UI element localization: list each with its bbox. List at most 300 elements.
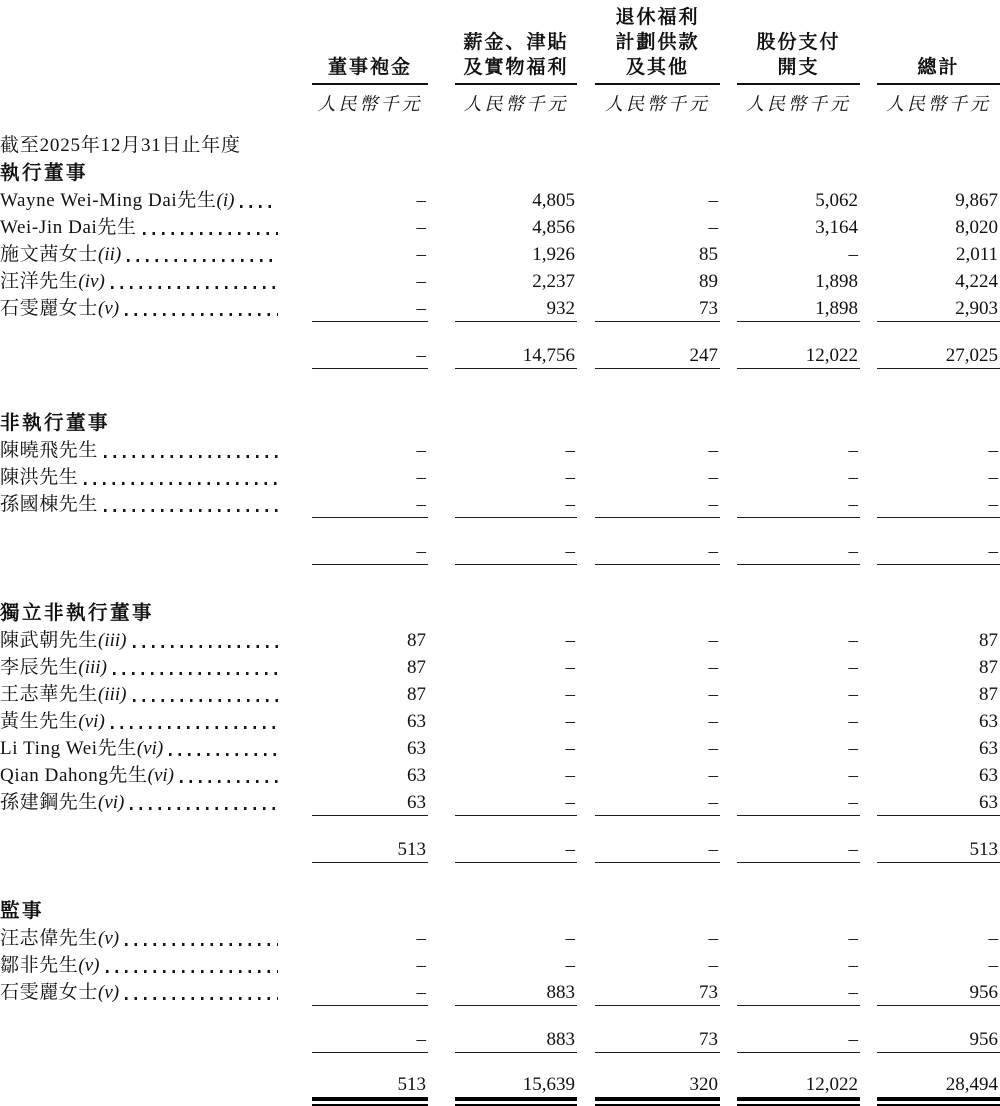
director-row bbox=[0, 293, 1000, 320]
amount-cell: 73 bbox=[595, 293, 720, 320]
director-row bbox=[0, 212, 1000, 239]
column-gap bbox=[577, 706, 595, 733]
amount-cell: – bbox=[737, 977, 860, 1004]
row-label bbox=[0, 679, 280, 706]
amount-cell: – bbox=[312, 977, 428, 1004]
column-gap bbox=[428, 923, 455, 950]
column-title-line: 股份支付 bbox=[737, 30, 860, 55]
remuneration-table bbox=[0, 4, 1000, 1106]
double-rule-line bbox=[312, 1097, 428, 1106]
column-title-line: 開支 bbox=[737, 55, 860, 80]
section-heading: 獨立非執行董事 bbox=[0, 597, 1000, 625]
column-gap bbox=[280, 239, 312, 266]
column-gap bbox=[720, 787, 737, 814]
section-heading: 非執行董事 bbox=[0, 407, 1000, 435]
amount-cell: – bbox=[312, 923, 428, 950]
column-gap bbox=[280, 950, 312, 977]
amount-cell: 4,224 bbox=[877, 266, 1000, 293]
spacer-cell bbox=[0, 518, 1000, 538]
row-label-wrap bbox=[0, 239, 280, 266]
column-gap bbox=[577, 462, 595, 489]
dot-leader bbox=[104, 455, 278, 458]
director-name: 石雯麗女士 bbox=[0, 977, 98, 1004]
row-label bbox=[0, 977, 280, 1004]
amount-cell: – bbox=[312, 293, 428, 320]
grand-total-rule bbox=[312, 1096, 428, 1106]
column-gap bbox=[860, 652, 877, 679]
row-label bbox=[0, 342, 280, 367]
row-label-wrap bbox=[0, 462, 280, 489]
unit-label: 人民幣千元 bbox=[455, 84, 577, 116]
amount-cell: 63 bbox=[877, 787, 1000, 814]
dot-leader bbox=[84, 482, 278, 485]
column-gap bbox=[860, 342, 877, 367]
row-label bbox=[0, 923, 280, 950]
column-gap bbox=[280, 679, 312, 706]
row-label-wrap bbox=[0, 733, 280, 760]
amount-cell: – bbox=[737, 538, 860, 563]
column-gap bbox=[577, 625, 595, 652]
amount-cell: 883 bbox=[455, 1026, 577, 1051]
director-row bbox=[0, 239, 1000, 266]
amount-cell: – bbox=[595, 706, 720, 733]
column-gap bbox=[860, 1071, 877, 1096]
dot-leader bbox=[169, 753, 278, 756]
column-gap bbox=[720, 652, 737, 679]
grand-total-rule bbox=[455, 1096, 577, 1106]
section-heading-row bbox=[0, 597, 1000, 625]
column-gap bbox=[428, 239, 455, 266]
row-label bbox=[0, 652, 280, 679]
spacer-row bbox=[0, 816, 1000, 836]
amount-cell: – bbox=[737, 489, 860, 516]
column-gap bbox=[280, 435, 312, 462]
subtotal-row bbox=[0, 836, 1000, 861]
column-gap bbox=[577, 950, 595, 977]
amount-cell: – bbox=[877, 923, 1000, 950]
director-name: 汪志偉先生 bbox=[0, 923, 98, 950]
dot-leader bbox=[180, 780, 278, 783]
subtotal-row bbox=[0, 538, 1000, 563]
amount-cell: – bbox=[595, 489, 720, 516]
amount-cell: – bbox=[312, 950, 428, 977]
column-gap bbox=[860, 462, 877, 489]
column-gap bbox=[428, 293, 455, 320]
column-gap bbox=[860, 212, 877, 239]
column-gap bbox=[577, 84, 595, 116]
row-label bbox=[0, 462, 280, 489]
column-gap bbox=[428, 652, 455, 679]
row-label-wrap bbox=[0, 679, 280, 706]
column-gap bbox=[720, 342, 737, 367]
amount-cell: 89 bbox=[595, 266, 720, 293]
director-name: 鄒非先生 bbox=[0, 950, 78, 977]
spacer-cell bbox=[0, 565, 1000, 597]
amount-cell: 87 bbox=[877, 679, 1000, 706]
amount-cell: – bbox=[455, 706, 577, 733]
dot-leader bbox=[106, 970, 279, 973]
row-label bbox=[0, 836, 280, 861]
column-gap bbox=[280, 212, 312, 239]
amount-cell: 14,756 bbox=[455, 342, 577, 367]
column-gap bbox=[720, 923, 737, 950]
spacer-cell bbox=[0, 369, 1000, 407]
amount-cell: 1,926 bbox=[455, 239, 577, 266]
amount-cell: – bbox=[312, 462, 428, 489]
amount-cell: – bbox=[737, 787, 860, 814]
note-ref: (i) bbox=[217, 190, 235, 212]
amount-cell: 956 bbox=[877, 1026, 1000, 1051]
column-gap bbox=[720, 293, 737, 320]
director-row bbox=[0, 706, 1000, 733]
dot-leader bbox=[125, 997, 278, 1000]
amount-cell: 63 bbox=[312, 787, 428, 814]
amount-cell: – bbox=[312, 435, 428, 462]
note-ref: (iv) bbox=[78, 271, 104, 293]
column-gap bbox=[720, 462, 737, 489]
amount-cell: – bbox=[455, 435, 577, 462]
row-label bbox=[0, 239, 280, 266]
column-gap bbox=[860, 977, 877, 1004]
amount-cell: 4,805 bbox=[455, 185, 577, 212]
spacer-row bbox=[0, 1006, 1000, 1026]
column-gap bbox=[577, 293, 595, 320]
column-gap bbox=[577, 836, 595, 861]
director-name: Qian Dahong先生 bbox=[0, 760, 148, 787]
amount-cell: – bbox=[737, 836, 860, 861]
column-gap bbox=[720, 489, 737, 516]
director-name: 汪洋先生 bbox=[0, 266, 78, 293]
amount-cell: 87 bbox=[312, 625, 428, 652]
column-gap bbox=[860, 706, 877, 733]
double-rule-line bbox=[595, 1097, 720, 1106]
column-gap bbox=[720, 733, 737, 760]
column-gap bbox=[428, 489, 455, 516]
row-label-wrap bbox=[0, 652, 280, 679]
column-gap bbox=[720, 836, 737, 861]
column-gap bbox=[720, 239, 737, 266]
column-gap bbox=[428, 266, 455, 293]
section-heading: 執行董事 bbox=[0, 157, 1000, 185]
column-gap bbox=[280, 4, 312, 84]
grand-total-row bbox=[0, 1071, 1000, 1096]
row-label-wrap bbox=[0, 923, 280, 950]
amount-cell: 4,856 bbox=[455, 212, 577, 239]
amount-cell: – bbox=[595, 733, 720, 760]
director-name: 孫國棟先生 bbox=[0, 489, 98, 516]
column-gap bbox=[577, 787, 595, 814]
row-label-wrap bbox=[0, 760, 280, 787]
amount-cell: 87 bbox=[877, 625, 1000, 652]
column-gap bbox=[860, 679, 877, 706]
column-title-line: 計劃供款 bbox=[595, 30, 720, 55]
amount-cell: 2,903 bbox=[877, 293, 1000, 320]
column-gap bbox=[577, 977, 595, 1004]
director-name: Wei-Jin Dai先生 bbox=[0, 212, 137, 239]
column-gap bbox=[577, 1071, 595, 1096]
amount-cell: – bbox=[737, 462, 860, 489]
column-title-line: 總計 bbox=[877, 55, 1000, 80]
spacer-cell bbox=[0, 863, 1000, 895]
column-gap bbox=[280, 652, 312, 679]
spacer-cell bbox=[0, 322, 1000, 342]
spacer-row bbox=[0, 322, 1000, 342]
column-gap bbox=[577, 679, 595, 706]
column-gap bbox=[280, 342, 312, 367]
column-gap bbox=[577, 489, 595, 516]
column-gap bbox=[720, 435, 737, 462]
note-ref: (v) bbox=[78, 955, 99, 977]
double-rule-line bbox=[737, 1097, 860, 1106]
column-gap bbox=[280, 1071, 312, 1096]
amount-cell: – bbox=[455, 462, 577, 489]
amount-cell: – bbox=[877, 538, 1000, 563]
amount-cell: 73 bbox=[595, 1026, 720, 1051]
amount-cell: 320 bbox=[595, 1071, 720, 1096]
director-row bbox=[0, 733, 1000, 760]
row-label bbox=[0, 293, 280, 320]
amount-cell: – bbox=[737, 239, 860, 266]
column-gap bbox=[860, 239, 877, 266]
amount-cell: 12,022 bbox=[737, 1071, 860, 1096]
amount-cell: 247 bbox=[595, 342, 720, 367]
row-label bbox=[0, 706, 280, 733]
amount-cell: – bbox=[595, 435, 720, 462]
column-gap bbox=[428, 84, 455, 116]
rule-label-cell bbox=[0, 1096, 280, 1106]
row-label bbox=[0, 787, 280, 814]
column-gap bbox=[860, 1096, 877, 1106]
column-header bbox=[595, 4, 720, 84]
amount-cell: 85 bbox=[595, 239, 720, 266]
column-gap bbox=[577, 1026, 595, 1051]
spacer-row bbox=[0, 369, 1000, 407]
section-heading-row bbox=[0, 407, 1000, 435]
row-label bbox=[0, 266, 280, 293]
unit-row bbox=[0, 84, 1000, 116]
column-header-row bbox=[0, 4, 1000, 84]
amount-cell: 63 bbox=[312, 760, 428, 787]
column-gap bbox=[428, 1026, 455, 1051]
spacer-cell bbox=[0, 1006, 1000, 1026]
director-name: Li Ting Wei先生 bbox=[0, 733, 137, 760]
double-rule-line bbox=[877, 1097, 1000, 1106]
column-gap bbox=[577, 266, 595, 293]
column-gap bbox=[577, 239, 595, 266]
note-ref: (vi) bbox=[78, 711, 104, 733]
director-name: 孫建鋼先生 bbox=[0, 787, 98, 814]
column-gap bbox=[720, 625, 737, 652]
column-header bbox=[737, 4, 860, 84]
column-gap bbox=[577, 652, 595, 679]
column-gap bbox=[860, 435, 877, 462]
row-label-wrap bbox=[0, 706, 280, 733]
amount-cell: – bbox=[877, 435, 1000, 462]
row-label bbox=[0, 625, 280, 652]
row-label-wrap bbox=[0, 293, 280, 320]
amount-cell: 883 bbox=[455, 977, 577, 1004]
director-name: 石雯麗女士 bbox=[0, 293, 98, 320]
column-gap bbox=[577, 733, 595, 760]
column-gap bbox=[280, 266, 312, 293]
amount-cell: – bbox=[595, 923, 720, 950]
column-gap bbox=[428, 185, 455, 212]
director-row bbox=[0, 652, 1000, 679]
unit-label-cell bbox=[0, 84, 280, 116]
spacer-cell bbox=[0, 816, 1000, 836]
director-row bbox=[0, 760, 1000, 787]
row-label bbox=[0, 950, 280, 977]
note-ref: (v) bbox=[98, 928, 119, 950]
director-name: 陳武朝先生 bbox=[0, 625, 98, 652]
row-label-wrap bbox=[0, 435, 280, 462]
amount-cell: 9,867 bbox=[877, 185, 1000, 212]
column-gap bbox=[280, 489, 312, 516]
amount-cell: – bbox=[455, 760, 577, 787]
column-gap bbox=[280, 706, 312, 733]
column-gap bbox=[720, 185, 737, 212]
director-name: 李辰先生 bbox=[0, 652, 78, 679]
director-row bbox=[0, 977, 1000, 1004]
amount-cell: 63 bbox=[877, 760, 1000, 787]
column-title-line: 及實物福利 bbox=[455, 55, 577, 80]
amount-cell: – bbox=[877, 489, 1000, 516]
amount-cell: – bbox=[877, 462, 1000, 489]
amount-cell: 73 bbox=[595, 977, 720, 1004]
amount-cell: – bbox=[595, 679, 720, 706]
row-label-wrap bbox=[0, 787, 280, 814]
column-gap bbox=[280, 923, 312, 950]
amount-cell: – bbox=[737, 706, 860, 733]
dot-leader bbox=[143, 232, 278, 235]
amount-cell: – bbox=[595, 787, 720, 814]
row-label bbox=[0, 733, 280, 760]
amount-cell: – bbox=[455, 950, 577, 977]
period-label-row bbox=[0, 130, 1000, 157]
amount-cell: – bbox=[312, 239, 428, 266]
amount-cell: – bbox=[312, 342, 428, 367]
amount-cell: – bbox=[595, 538, 720, 563]
amount-cell: – bbox=[737, 679, 860, 706]
amount-cell: – bbox=[455, 733, 577, 760]
column-gap bbox=[720, 950, 737, 977]
director-name: Wayne Wei-Ming Dai先生 bbox=[0, 185, 217, 212]
spacer-row bbox=[0, 518, 1000, 538]
column-gap bbox=[577, 342, 595, 367]
spacer-row bbox=[0, 863, 1000, 895]
dot-leader bbox=[111, 726, 278, 729]
column-gap bbox=[860, 4, 877, 84]
dot-leader bbox=[113, 672, 278, 675]
amount-cell: – bbox=[455, 489, 577, 516]
dot-leader bbox=[240, 205, 278, 208]
column-gap bbox=[428, 625, 455, 652]
row-label-wrap bbox=[0, 950, 280, 977]
column-gap bbox=[428, 787, 455, 814]
director-row bbox=[0, 266, 1000, 293]
amount-cell: – bbox=[595, 652, 720, 679]
section-heading-row bbox=[0, 157, 1000, 185]
note-ref: (vi) bbox=[98, 792, 124, 814]
column-gap bbox=[720, 679, 737, 706]
column-gap bbox=[720, 84, 737, 116]
amount-cell: – bbox=[737, 435, 860, 462]
amount-cell: 513 bbox=[312, 1071, 428, 1096]
subtotal-row bbox=[0, 342, 1000, 367]
amount-cell: – bbox=[455, 836, 577, 861]
director-name: 陳洪先生 bbox=[0, 462, 78, 489]
row-label bbox=[0, 435, 280, 462]
column-gap bbox=[720, 212, 737, 239]
column-gap bbox=[428, 950, 455, 977]
amount-cell: – bbox=[595, 950, 720, 977]
amount-cell: – bbox=[877, 950, 1000, 977]
amount-cell: 1,898 bbox=[737, 293, 860, 320]
spacer-row bbox=[0, 1053, 1000, 1071]
column-gap bbox=[428, 4, 455, 84]
column-gap bbox=[720, 266, 737, 293]
director-row bbox=[0, 489, 1000, 516]
column-gap bbox=[428, 733, 455, 760]
column-gap bbox=[860, 266, 877, 293]
row-label-wrap bbox=[0, 489, 280, 516]
amount-cell: – bbox=[595, 185, 720, 212]
amount-cell: 63 bbox=[312, 706, 428, 733]
column-gap bbox=[860, 185, 877, 212]
subtotal-row bbox=[0, 1026, 1000, 1051]
column-gap bbox=[577, 538, 595, 563]
note-ref: (iii) bbox=[78, 657, 107, 679]
amount-cell: 63 bbox=[877, 706, 1000, 733]
director-row bbox=[0, 185, 1000, 212]
column-gap bbox=[428, 706, 455, 733]
dot-leader bbox=[125, 313, 278, 316]
column-gap bbox=[860, 760, 877, 787]
column-gap bbox=[860, 84, 877, 116]
amount-cell: – bbox=[312, 489, 428, 516]
column-gap bbox=[280, 538, 312, 563]
director-row bbox=[0, 950, 1000, 977]
dot-leader bbox=[104, 509, 278, 512]
amount-cell: 513 bbox=[877, 836, 1000, 861]
note-ref: (vi) bbox=[137, 738, 163, 760]
column-gap bbox=[860, 923, 877, 950]
amount-cell: – bbox=[312, 266, 428, 293]
director-name: 黃生先生 bbox=[0, 706, 78, 733]
director-row bbox=[0, 923, 1000, 950]
column-gap bbox=[280, 1026, 312, 1051]
amount-cell: – bbox=[595, 836, 720, 861]
column-gap bbox=[577, 435, 595, 462]
amount-cell: 5,062 bbox=[737, 185, 860, 212]
column-gap bbox=[428, 679, 455, 706]
column-title-line: 薪金、津貼 bbox=[455, 30, 577, 55]
director-row bbox=[0, 787, 1000, 814]
amount-cell: – bbox=[737, 950, 860, 977]
grand-total-rule bbox=[737, 1096, 860, 1106]
column-gap bbox=[577, 4, 595, 84]
header-label-cell bbox=[0, 4, 280, 84]
column-gap bbox=[428, 538, 455, 563]
director-row bbox=[0, 435, 1000, 462]
amount-cell: 27,025 bbox=[877, 342, 1000, 367]
row-label-wrap bbox=[0, 185, 280, 212]
row-label-wrap bbox=[0, 625, 280, 652]
column-header bbox=[312, 4, 428, 84]
dot-leader bbox=[127, 259, 278, 262]
column-gap bbox=[860, 950, 877, 977]
amount-cell: 3,164 bbox=[737, 212, 860, 239]
